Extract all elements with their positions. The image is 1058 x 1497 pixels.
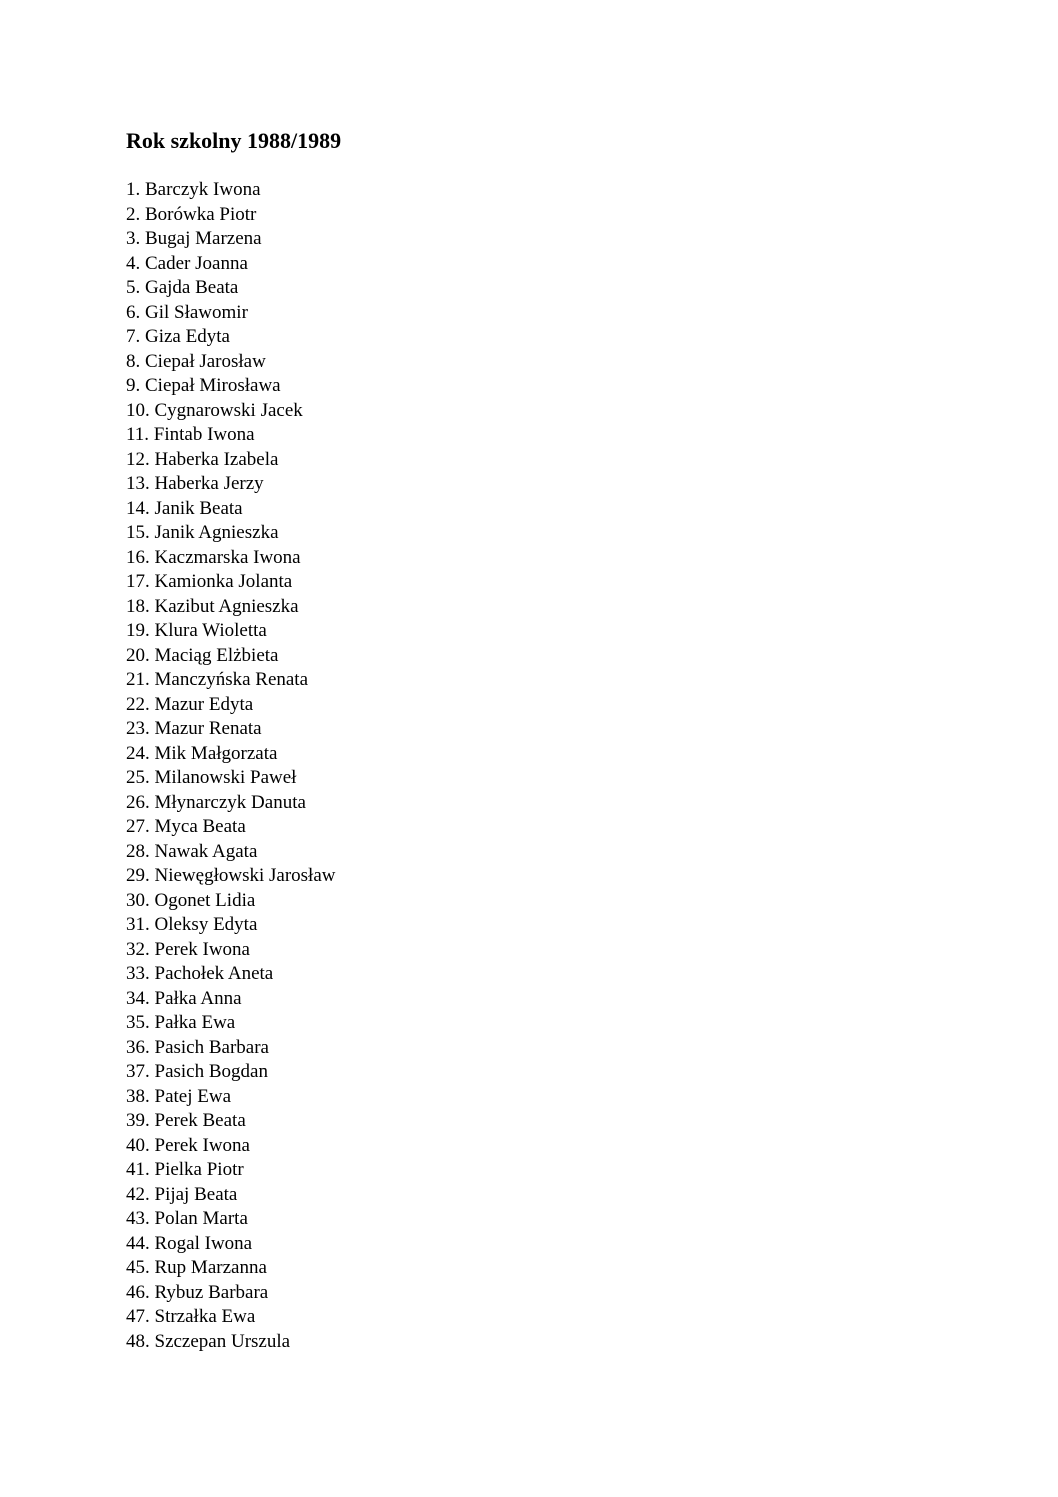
name-list	[126, 178, 336, 1354]
list-item: 22. Mazur Edyta	[126, 693, 254, 715]
list-item: 24. Mik Małgorzata	[126, 742, 278, 764]
list-item: 5. Gajda Beata	[126, 277, 239, 298]
list-item: 26. Młynarczyk Danuta	[126, 791, 306, 813]
list-item: 15. Janik Agnieszka	[126, 522, 279, 543]
list-item: 10. Cygnarowski Jacek	[126, 399, 303, 421]
list-item: 16. Kaczmarska Iwona	[126, 546, 301, 568]
list-item: 2. Borówka Piotr	[126, 203, 257, 225]
list-item: 32. Perek Iwona	[126, 938, 250, 960]
list-item: 29. Niewęgłowski Jarosław	[126, 865, 336, 886]
list-item: 12. Haberka Izabela	[126, 448, 279, 470]
list-item: 11. Fintab Iwona	[126, 424, 255, 445]
list-item: 40. Perek Iwona	[126, 1134, 250, 1156]
list-item: 14. Janik Beata	[126, 497, 243, 519]
list-item: 3. Bugaj Marzena	[126, 228, 262, 249]
list-item: 17. Kamionka Jolanta	[126, 571, 293, 592]
list-item: 34. Pałka Anna	[126, 987, 242, 1009]
list-item: 45. Rup Marzanna	[126, 1257, 267, 1278]
list-item: 13. Haberka Jerzy	[126, 473, 264, 494]
list-item: 20. Maciąg Elżbieta	[126, 644, 279, 666]
list-item: 44. Rogal Iwona	[126, 1232, 253, 1254]
list-item: 6. Gil Sławomir	[126, 301, 248, 323]
list-item: 37. Pasich Bogdan	[126, 1061, 268, 1082]
list-item: 18. Kazibut Agnieszka	[126, 595, 299, 617]
list-item: 19. Klura Wioletta	[126, 620, 267, 641]
list-item: 1. Barczyk Iwona	[126, 179, 261, 200]
list-item: 42. Pijaj Beata	[126, 1183, 238, 1205]
list-item: 46. Rybuz Barbara	[126, 1281, 269, 1303]
list-item: 4. Cader Joanna	[126, 252, 248, 274]
list-item: 25. Milanowski Paweł	[126, 767, 297, 788]
list-item: 48. Szczepan Urszula	[126, 1330, 291, 1352]
list-item: 9. Ciepał Mirosława	[126, 375, 281, 396]
list-item: 33. Pachołek Aneta	[126, 963, 274, 984]
list-item: 30. Ogonet Lidia	[126, 889, 256, 911]
list-item: 8. Ciepał Jarosław	[126, 350, 266, 372]
page-title: Rok szkolny 1988/1989	[126, 128, 342, 153]
list-item: 27. Myca Beata	[126, 816, 246, 837]
list-item: 31. Oleksy Edyta	[126, 914, 258, 935]
list-item: 28. Nawak Agata	[126, 840, 258, 862]
list-item: 7. Giza Edyta	[126, 326, 230, 347]
list-item: 23. Mazur Renata	[126, 718, 262, 739]
list-item: 38. Patej Ewa	[126, 1085, 232, 1107]
list-item: 39. Perek Beata	[126, 1110, 246, 1131]
list-item: 36. Pasich Barbara	[126, 1036, 269, 1058]
list-item: 47. Strzałka Ewa	[126, 1306, 256, 1327]
list-item: 21. Manczyńska Renata	[126, 669, 309, 690]
list-item: 43. Polan Marta	[126, 1208, 248, 1229]
list-item: 35. Pałka Ewa	[126, 1012, 236, 1033]
list-item: 41. Pielka Piotr	[126, 1159, 244, 1180]
